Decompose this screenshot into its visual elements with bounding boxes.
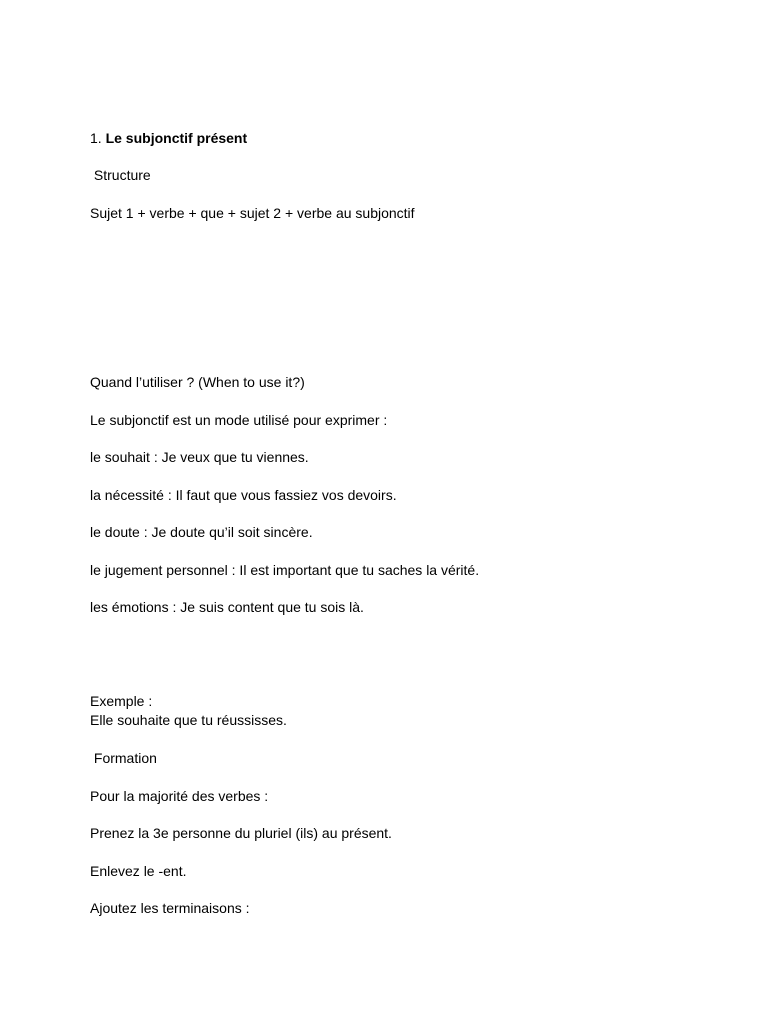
usage-item-emotions: les émotions : Je suis content que tu sois là. (90, 599, 364, 615)
usage-question: Quand l’utiliser ? (When to use it?) (90, 374, 305, 390)
structure-formula: Sujet 1 + verbe + que + sujet 2 + verbe au subjonctif (90, 205, 415, 221)
usage-item-doute: le doute : Je doute qu’il soit sincère. (90, 524, 313, 540)
formation-step-1: Prenez la 3e personne du pluriel (ils) au présent. (90, 825, 392, 841)
usage-item-necessite: la nécessité : Il faut que vous fassiez vos devoirs. (90, 487, 397, 503)
example-sentence: Elle souhaite que tu réussisses. (90, 712, 287, 728)
formation-label: Formation (90, 750, 157, 766)
section-title: Le subjonctif présent (105, 130, 248, 146)
usage-item-jugement: le jugement personnel : Il est important que tu saches la vérité. (90, 562, 480, 578)
formation-intro: Pour la majorité des verbes : (90, 788, 269, 804)
usage-intro: Le subjonctif est un mode utilisé pour exprimer : (90, 412, 388, 428)
example-label: Exemple : (90, 693, 153, 709)
section-heading (90, 130, 247, 147)
formation-step-2: Enlevez le -ent. (90, 863, 187, 879)
structure-label: Structure (90, 167, 151, 183)
usage-item-souhait: le souhait : Je veux que tu viennes. (90, 449, 309, 465)
section-number: 1. (90, 130, 102, 146)
formation-step-3: Ajoutez les terminaisons : (90, 900, 250, 916)
